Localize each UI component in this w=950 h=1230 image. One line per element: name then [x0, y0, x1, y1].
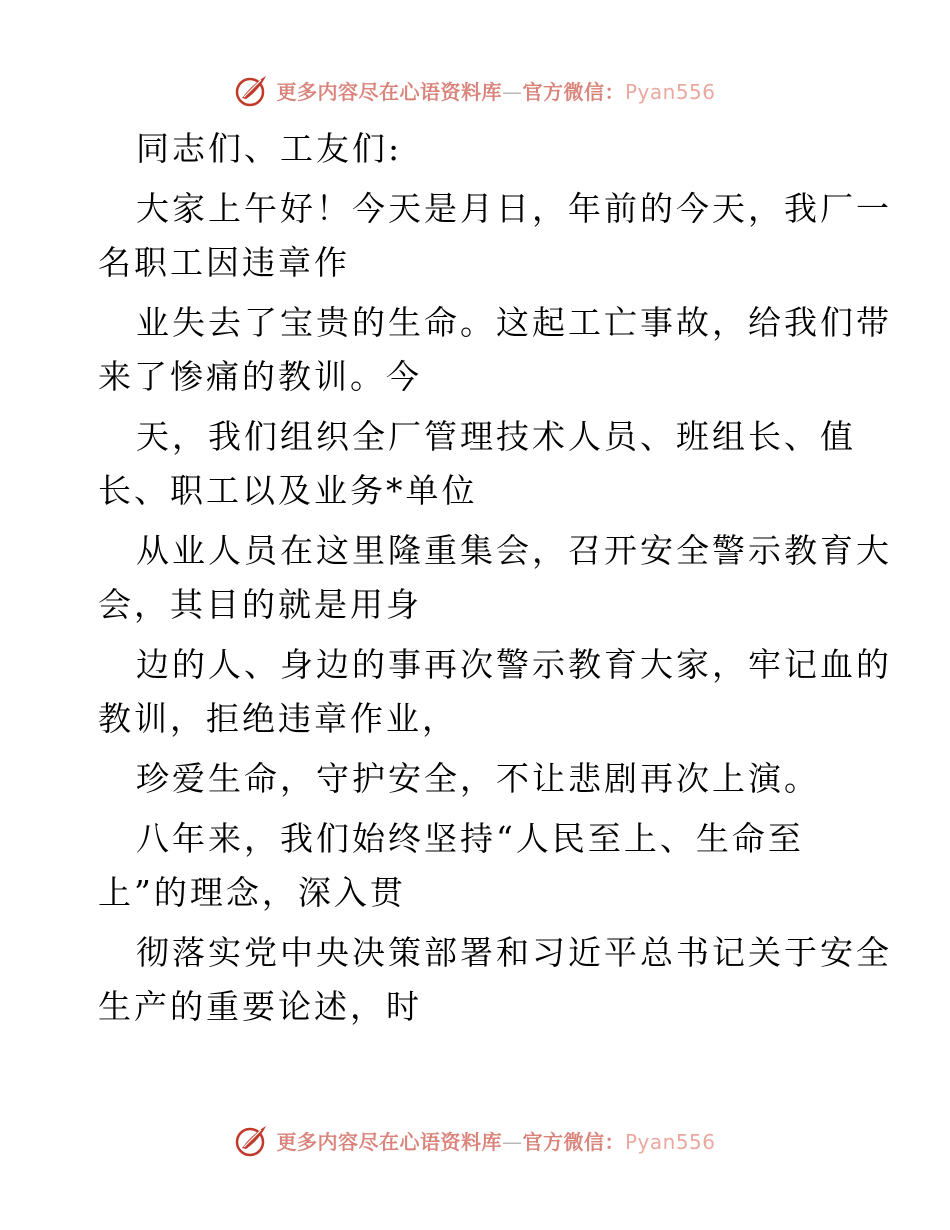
body-line: 教训，拒绝违章作业，	[98, 699, 458, 738]
body-line: 上”的理念，深入贯	[98, 873, 406, 912]
body-line: 珍爱生命，守护安全，不让悲剧再次上演。	[136, 759, 820, 798]
watermark-suffix: 官方微信：	[522, 1129, 625, 1154]
body-line: 会，其目的就是用身	[98, 585, 422, 624]
body-line: 名职工因违章作	[98, 243, 350, 282]
watermark-account: Pyan556	[624, 1129, 716, 1154]
body-line: 大家上午好！今天是月日，年前的今天，我厂一	[136, 189, 892, 228]
document-body	[98, 122, 892, 1034]
body-line: 从业人员在这里隆重集会，召开安全警示教育大	[136, 531, 892, 570]
body-line: 同志们、工友们:	[136, 129, 403, 168]
watermark-brand: 更多内容尽在心语资料库	[276, 1129, 502, 1154]
body-line: 来了惨痛的教训。今	[98, 357, 422, 396]
body-line: 天，我们组织全厂管理技术人员、班组长、值	[136, 417, 856, 456]
body-line: 彻落实党中央决策部署和习近平总书记关于安全	[136, 933, 892, 972]
body-line: 八年来，我们始终坚持“人民至上、生命至	[136, 819, 804, 858]
body-line: 边的人、身边的事再次警示教育大家，牢记血的	[136, 645, 892, 684]
body-line: 长、职工以及业务*单位	[98, 471, 478, 510]
header-watermark	[0, 72, 950, 108]
watermark-separator: —	[501, 79, 523, 104]
footer-watermark	[0, 1122, 950, 1158]
watermark-text	[276, 76, 715, 105]
watermark-brand: 更多内容尽在心语资料库	[276, 79, 502, 104]
quill-pen-logo-icon	[234, 1122, 270, 1158]
quill-pen-logo-icon	[234, 72, 270, 108]
watermark-account: Pyan556	[624, 79, 716, 104]
body-line: 业失去了宝贵的生命。这起工亡事故，给我们带	[136, 303, 892, 342]
watermark-suffix: 官方微信：	[522, 79, 625, 104]
body-line: 生产的重要论述，时	[98, 987, 422, 1026]
watermark-separator: —	[501, 1129, 523, 1154]
watermark-text	[276, 1126, 715, 1155]
